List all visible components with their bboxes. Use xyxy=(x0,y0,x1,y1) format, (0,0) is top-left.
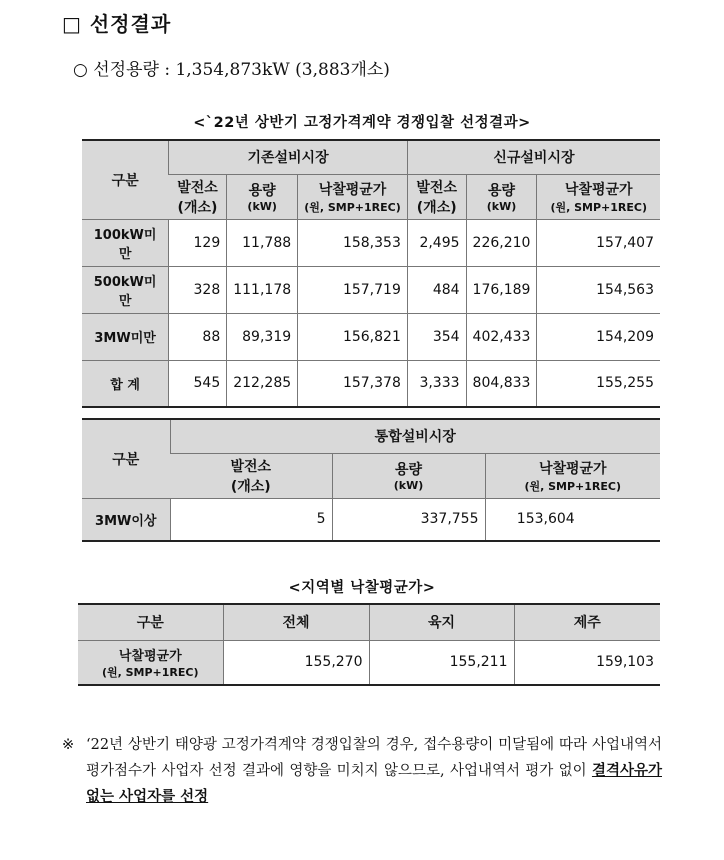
footnote xyxy=(62,732,662,810)
header-existing-market: 기존설비시장 xyxy=(169,140,408,174)
cell: 129 xyxy=(169,219,227,266)
cell: 154,563 xyxy=(537,266,660,313)
header-plants: 발전소 (개소) xyxy=(407,174,466,219)
header-price: 낙찰평균가 (원, SMP+1REC) xyxy=(485,453,660,498)
header-integrated-market: 통합설비시장 xyxy=(170,419,660,453)
table-row xyxy=(82,313,660,360)
cell: 157,719 xyxy=(298,266,408,313)
table-row xyxy=(82,266,660,313)
header-category: 구분 xyxy=(78,604,223,640)
row-label: 3MW이상 xyxy=(82,498,170,541)
cell: 2,495 xyxy=(407,219,466,266)
row-label: 100kW미만 xyxy=(82,219,169,266)
header-capacity: 용량 (kW) xyxy=(227,174,298,219)
header-price: 낙찰평균가 (원, SMP+1REC) xyxy=(298,174,408,219)
header-plants: 발전소 (개소) xyxy=(169,174,227,219)
row-label: 합 계 xyxy=(82,360,169,407)
row-label: 500kW미만 xyxy=(82,266,169,313)
header-capacity: 용량 (kW) xyxy=(332,453,485,498)
table-row xyxy=(78,640,660,685)
selected-capacity: ○ 선정용량 : 1,354,873kW (3,883개소) xyxy=(73,60,390,80)
row-label: 낙찰평균가 (원, SMP+1REC) xyxy=(78,640,223,685)
cell: 158,353 xyxy=(298,219,408,266)
selection-results-table xyxy=(82,139,660,408)
regional-price-table xyxy=(78,603,660,686)
header-total: 전체 xyxy=(223,604,369,640)
cell: 212,285 xyxy=(227,360,298,407)
cell: 153,604 xyxy=(485,498,660,541)
cell: 157,378 xyxy=(298,360,408,407)
cell: 111,178 xyxy=(227,266,298,313)
cell: 484 xyxy=(407,266,466,313)
header-category: 구분 xyxy=(82,140,169,219)
cell: 226,210 xyxy=(466,219,537,266)
table-row-total xyxy=(82,360,660,407)
cell: 545 xyxy=(169,360,227,407)
table3-title: <지역별 낙찰평균가> xyxy=(288,580,436,596)
table-row xyxy=(82,498,660,541)
row-label: 3MW미만 xyxy=(82,313,169,360)
cell: 155,211 xyxy=(369,640,514,685)
cell: 155,270 xyxy=(223,640,369,685)
header-price: 낙찰평균가 (원, SMP+1REC) xyxy=(537,174,660,219)
cell: 159,103 xyxy=(514,640,660,685)
cell: 155,255 xyxy=(537,360,660,407)
note-text: ‘22년 상반기 태양광 고정가격계약 경쟁입찰의 경우, 접수용량이 미달됨에 따라 사업내역서 평가점수가 사업자 선정 결과에 영향을 미치지 않으므로, 사업내역서 평가 없이 xyxy=(86,737,662,779)
cell: 11,788 xyxy=(227,219,298,266)
cell: 804,833 xyxy=(466,360,537,407)
cell: 89,319 xyxy=(227,313,298,360)
cell: 337,755 xyxy=(332,498,485,541)
header-mainland: 육지 xyxy=(369,604,514,640)
header-category: 구분 xyxy=(82,419,170,498)
section-heading: □ 선정결과 xyxy=(62,12,172,36)
cell: 154,209 xyxy=(537,313,660,360)
header-plants: 발전소 (개소) xyxy=(170,453,332,498)
header-new-market: 신규설비시장 xyxy=(407,140,660,174)
cell: 156,821 xyxy=(298,313,408,360)
note-emphasis: 결격사유가 없는 사업자를 선정 xyxy=(86,763,662,805)
table1-title: <`22년 상반기 고정가격계약 경쟁입찰 선정결과> xyxy=(193,115,531,131)
header-capacity: 용량 (kW) xyxy=(466,174,537,219)
cell: 354 xyxy=(407,313,466,360)
note-mark: ※ xyxy=(62,737,75,753)
cell: 157,407 xyxy=(537,219,660,266)
cell: 3,333 xyxy=(407,360,466,407)
cell: 328 xyxy=(169,266,227,313)
table-row xyxy=(82,219,660,266)
cell: 402,433 xyxy=(466,313,537,360)
cell: 5 xyxy=(170,498,332,541)
header-jeju: 제주 xyxy=(514,604,660,640)
integrated-market-table xyxy=(82,418,660,542)
cell: 176,189 xyxy=(466,266,537,313)
cell: 88 xyxy=(169,313,227,360)
